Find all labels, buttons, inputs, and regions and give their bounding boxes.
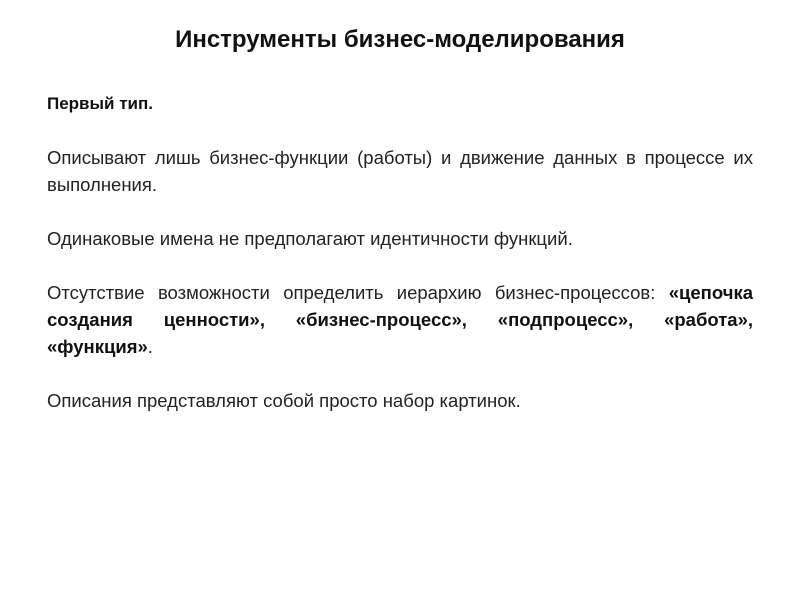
slide-title: Инструменты бизнес-моделирования bbox=[175, 26, 625, 53]
slide-subtitle: Первый тип. bbox=[47, 94, 153, 113]
hierarchy-terms: «цепочка создания ценности», «бизнес-процесс», «подпроцесс», «работа», «функция» bbox=[47, 282, 753, 357]
paragraph-pictures: Описания представляют собой просто набор картинок. bbox=[47, 390, 521, 411]
paragraph-hierarchy bbox=[47, 279, 753, 360]
spacer bbox=[47, 360, 753, 387]
spacer bbox=[47, 252, 753, 279]
paragraph-names: Одинаковые имена не предполагают идентичности функций. bbox=[47, 228, 573, 249]
hierarchy-intro: Отсутствие возможности определить иерархию бизнес-процессов: bbox=[47, 282, 656, 303]
slide-content bbox=[47, 90, 753, 414]
hierarchy-end: . bbox=[147, 336, 153, 357]
paragraph-functions: Описывают лишь бизнес-функции (работы) и движение данных в процессе их выполнения. bbox=[47, 147, 753, 195]
spacer bbox=[47, 198, 753, 225]
spacer bbox=[47, 117, 753, 144]
